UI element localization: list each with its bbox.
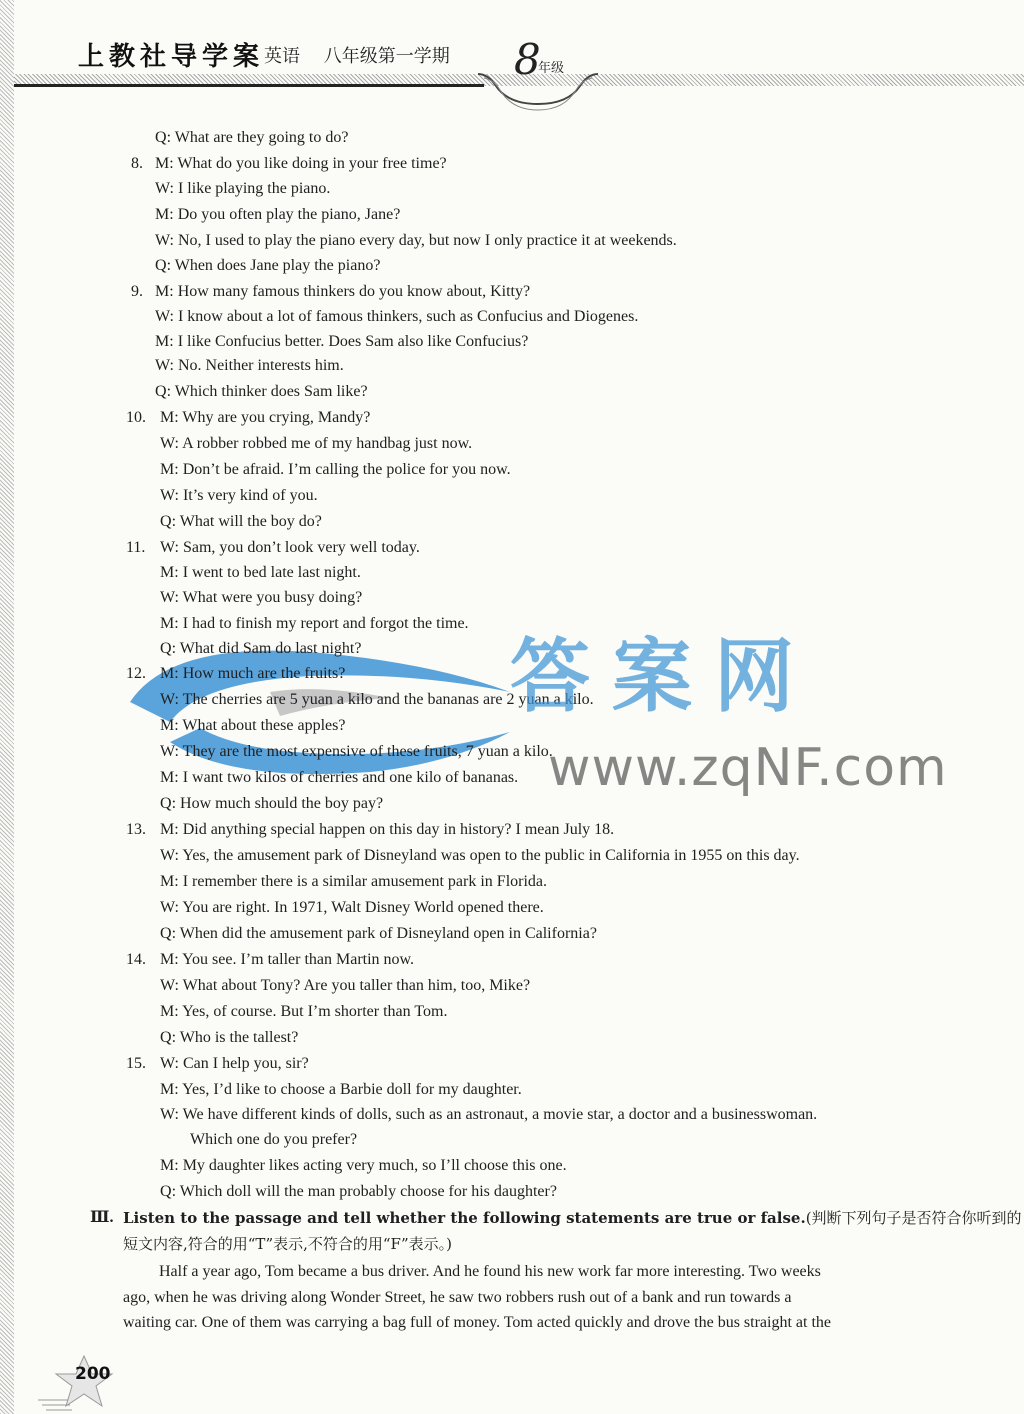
dialogue-text: When did the amusement park of Disneyland open in California? — [179, 925, 597, 942]
dialogue-line: M: I like Confucius better. Does Sam also like Confucius? — [155, 333, 529, 350]
dialogue-line: W: They are the most expensive of these fruits, 7 yuan a kilo. — [160, 743, 553, 760]
dialogue-line: W: I like playing the piano. — [155, 180, 331, 197]
dialogue-line: M: What about these apples? — [160, 717, 346, 734]
dialogue-text: What are they going to do? — [174, 129, 349, 146]
dialogue-line: W: A robber robbed me of my handbag just now. — [160, 435, 473, 452]
dialogue-line: Q: Which doll will the man probably choose for his daughter? — [160, 1183, 557, 1200]
dialogue-line: Q: How much should the boy pay? — [160, 795, 384, 812]
dialogue-line: W: You are right. In 1971, Walt Disney World opened there. — [160, 899, 544, 916]
speaker-label: W — [160, 977, 175, 994]
dialogue-text: I went to bed late last night. — [182, 564, 361, 581]
dialogue-line: W: What were you busy doing? — [160, 589, 363, 606]
dialogue-text: A robber robbed me of my handbag just now. — [182, 435, 473, 452]
dialogue-text: I want two kilos of cherries and one kilo of bananas. — [182, 769, 519, 786]
speaker-label: Q — [160, 925, 172, 942]
dialogue-text: Can I help you, sir? — [182, 1055, 309, 1072]
dialogue-line: M: Yes, I’d like to choose a Barbie doll for my daughter. — [160, 1081, 522, 1098]
dialogue-line: W: We have different kinds of dolls, such as an astronaut, a movie star, a doctor and a businesswoman. — [160, 1106, 818, 1123]
question-number: 15. — [126, 1055, 146, 1072]
dialogue-line: W: No, I used to play the piano every day, but now I only practice it at weekends. — [155, 232, 677, 249]
dialogue-text: Do you often play the piano, Jane? — [177, 206, 401, 223]
speaker-label: W — [160, 691, 175, 708]
dialogue-line: M: Yes, of course. But I’m shorter than Tom. — [160, 1003, 448, 1020]
dialogue-text: The cherries are 5 yuan a kilo and the bananas are 2 yuan a kilo. — [182, 691, 594, 708]
dialogue-text: Which one do you prefer? — [190, 1131, 358, 1148]
dialogue-text: What about Tony? Are you taller than him, too, Mike? — [182, 977, 531, 994]
speaker-label: M — [160, 769, 175, 786]
passage-line: ago, when he was driving along Wonder Street, he saw two robbers rush out of a bank and run towards a — [123, 1289, 792, 1306]
speaker-label: M — [160, 409, 175, 426]
dialogue-text: It’s very kind of you. — [182, 487, 318, 504]
watermark-text: 答案网 — [510, 630, 816, 723]
dialogue-text: What will the boy do? — [179, 513, 322, 530]
dialogue-line: M: Did anything special happen on this day in history? I mean July 18. — [160, 821, 615, 838]
dialogue-line: W: Yes, the amusement park of Disneyland was open to the public in California in 1955 on this day. — [160, 847, 800, 864]
dialogue-text: We have different kinds of dolls, such as an astronaut, a movie star, a doctor and a businesswoman. — [182, 1106, 818, 1123]
speaker-label: Q — [160, 640, 172, 657]
speaker-label: M — [160, 1081, 175, 1098]
dialogue-line: W: What about Tony? Are you taller than him, too, Mike? — [160, 977, 531, 994]
dialogue-text: I like Confucius better. Does Sam also like Confucius? — [177, 333, 529, 350]
dialogue-text: My daughter likes acting very much, so I’ll choose this one. — [182, 1157, 567, 1174]
speaker-label: Q — [155, 129, 167, 146]
dialogue-line: M: How many famous thinkers do you know about, Kitty? — [155, 283, 531, 300]
dialogue-text: I remember there is a similar amusement park in Florida. — [182, 873, 548, 890]
question-number: 11. — [126, 539, 146, 556]
dialogue-text: Which doll will the man probably choose for his daughter? — [179, 1183, 557, 1200]
speaker-label: Q — [160, 1029, 172, 1046]
speaker-label: W — [160, 539, 175, 556]
dialogue-line: Q: When does Jane play the piano? — [155, 257, 381, 274]
dialogue-line: W: The cherries are 5 yuan a kilo and the bananas are 2 yuan a kilo. — [160, 691, 594, 708]
dialogue-line: W: I know about a lot of famous thinkers, such as Confucius and Diogenes. — [155, 308, 639, 325]
dialogue-line — [190, 1130, 357, 1150]
grade-badge — [478, 26, 598, 126]
speaker-label: M — [160, 821, 175, 838]
dialogue-text: What do you like doing in your free time? — [177, 155, 447, 172]
dialogue-line: M: You see. I’m taller than Martin now. — [160, 951, 415, 968]
dialogue-text: Don’t be afraid. I’m calling the police for you now. — [182, 461, 511, 478]
book-title: 上教社导学案 — [78, 42, 265, 72]
instruction-chinese-continued: 短文内容,符合的用“T”表示,不符合的用“F”表示。) — [123, 1235, 452, 1253]
speaker-label: W — [160, 1106, 175, 1123]
speaker-label: W — [160, 435, 175, 452]
speaker-label: M — [160, 1003, 175, 1020]
dialogue-text: Yes, of course. But I’m shorter than Tom. — [182, 1003, 448, 1020]
dialogue-text: Sam, you don’t look very well today. — [182, 539, 420, 556]
dialogue-line: M: I went to bed late last night. — [160, 564, 361, 581]
grade-label: 八年级第一学期 — [323, 46, 450, 67]
dialogue-line: W: Sam, you don’t look very well today. — [160, 539, 420, 556]
dialogue-text: No. Neither interests him. — [177, 357, 344, 374]
dialogue-text: They are the most expensive of these fruits, 7 yuan a kilo. — [182, 743, 553, 760]
dialogue-line: Q: What did Sam do last night? — [160, 640, 362, 657]
dialogue-line: M: How much are the fruits? — [160, 665, 346, 682]
dialogue-text: No, I used to play the piano every day, but now I only practice it at weekends. — [177, 232, 677, 249]
speaker-label: Q — [160, 513, 172, 530]
speaker-label: W — [160, 487, 175, 504]
passage-line: Half a year ago, Tom became a bus driver. And he found his new work far more interesting. Two weeks — [159, 1263, 821, 1280]
dialogue-text: You see. I’m taller than Martin now. — [182, 951, 415, 968]
speaker-label: Q — [160, 1183, 172, 1200]
dialogue-text: Which thinker does Sam like? — [174, 383, 368, 400]
dialogue-text: How much should the boy pay? — [180, 795, 384, 812]
badge-text: 年级 — [538, 61, 565, 76]
dialogue-text: I like playing the piano. — [177, 180, 331, 197]
dialogue-line: M: Why are you crying, Mandy? — [160, 409, 371, 426]
instruction-english: Listen to the passage and tell whether the following statements are true or false. — [123, 1209, 806, 1227]
dialogue-line: Q: What will the boy do? — [160, 513, 322, 530]
speaker-label: M — [160, 461, 175, 478]
speaker-label: M — [160, 951, 175, 968]
dialogue-text: Yes, the amusement park of Disneyland was open to the public in California in 1955 on this day. — [182, 847, 800, 864]
speaker-label: M — [160, 615, 175, 632]
dialogue-text: What were you busy doing? — [182, 589, 363, 606]
question-number: 8. — [131, 155, 143, 172]
dialogue-text: I know about a lot of famous thinkers, such as Confucius and Diogenes. — [177, 308, 639, 325]
dialogue-text: Yes, I’d like to choose a Barbie doll for my daughter. — [182, 1081, 522, 1098]
dialogue-line: W: Can I help you, sir? — [160, 1055, 309, 1072]
dialogue-line: M: I remember there is a similar amusement park in Florida. — [160, 873, 548, 890]
subject-label: 英语 — [264, 46, 300, 67]
dialogue-line: W: No. Neither interests him. — [155, 357, 344, 374]
header-rule — [14, 84, 484, 87]
dialogue-line: Q: Who is the tallest? — [160, 1029, 299, 1046]
speaker-label: M — [160, 665, 175, 682]
speaker-label: W — [160, 1055, 175, 1072]
speaker-label: W — [160, 899, 175, 916]
speaker-label: Q — [155, 257, 167, 274]
speaker-label: W — [155, 308, 170, 325]
header-subtitle — [264, 42, 468, 68]
speaker-label: M — [160, 873, 175, 890]
dialogue-text: When does Jane play the piano? — [174, 257, 381, 274]
dialogue-line: Q: When did the amusement park of Disneyland open in California? — [160, 925, 597, 942]
section-number: Ⅲ. — [90, 1209, 114, 1226]
dialogue-text: You are right. In 1971, Walt Disney World opened there. — [182, 899, 544, 916]
question-number: 12. — [126, 665, 146, 682]
left-hatch-border — [0, 0, 14, 1414]
dialogue-text: Did anything special happen on this day in history? I mean July 18. — [182, 821, 615, 838]
speaker-label: M — [160, 1157, 175, 1174]
speaker-label: M — [155, 283, 170, 300]
dialogue-text: What did Sam do last night? — [179, 640, 362, 657]
speaker-label: Q — [155, 383, 167, 400]
question-number: 14. — [126, 951, 146, 968]
section-instruction — [123, 1208, 1022, 1228]
dialogue-text: Who is the tallest? — [179, 1029, 299, 1046]
dialogue-text: I had to finish my report and forgot the time. — [182, 615, 469, 632]
page-number: 200 — [75, 1364, 111, 1384]
badge-numeral: 8 — [514, 35, 541, 84]
dialogue-line: M: Don’t be afraid. I’m calling the police for you now. — [160, 461, 511, 478]
dialogue-line: Q: What are they going to do? — [155, 129, 349, 146]
instruction-chinese: (判断下列句子是否符合你听到的 — [805, 1209, 1022, 1227]
dialogue-line: M: What do you like doing in your free time? — [155, 155, 447, 172]
question-number: 10. — [126, 409, 146, 426]
speaker-label: W — [155, 357, 170, 374]
speaker-label: M — [160, 717, 175, 734]
speaker-label: M — [155, 155, 170, 172]
passage-line: waiting car. One of them was carrying a bag full of money. Tom acted quickly and drove the bus straight at the — [123, 1314, 832, 1331]
speaker-label: M — [160, 564, 175, 581]
dialogue-text: How much are the fruits? — [182, 665, 346, 682]
speaker-label: W — [160, 589, 175, 606]
dialogue-line: M: My daughter likes acting very much, so I’ll choose this one. — [160, 1157, 567, 1174]
question-number: 9. — [131, 283, 143, 300]
dialogue-line: W: It’s very kind of you. — [160, 487, 318, 504]
speaker-label: W — [155, 180, 170, 197]
watermark-url: www.zqNF.com — [548, 738, 948, 798]
speaker-label: M — [155, 206, 170, 223]
dialogue-line: M: Do you often play the piano, Jane? — [155, 206, 401, 223]
speaker-label: Q — [160, 795, 172, 812]
speaker-label: W — [160, 743, 175, 760]
speaker-label: W — [160, 847, 175, 864]
dialogue-text: What about these apples? — [182, 717, 346, 734]
question-number: 13. — [126, 821, 146, 838]
dialogue-text: How many famous thinkers do you know about, Kitty? — [177, 283, 531, 300]
speaker-label: W — [155, 232, 170, 249]
dialogue-line: Q: Which thinker does Sam like? — [155, 383, 368, 400]
dialogue-line: M: I had to finish my report and forgot the time. — [160, 615, 469, 632]
speaker-label: M — [155, 333, 170, 350]
dialogue-text: Why are you crying, Mandy? — [182, 409, 371, 426]
dialogue-line: M: I want two kilos of cherries and one kilo of bananas. — [160, 769, 519, 786]
